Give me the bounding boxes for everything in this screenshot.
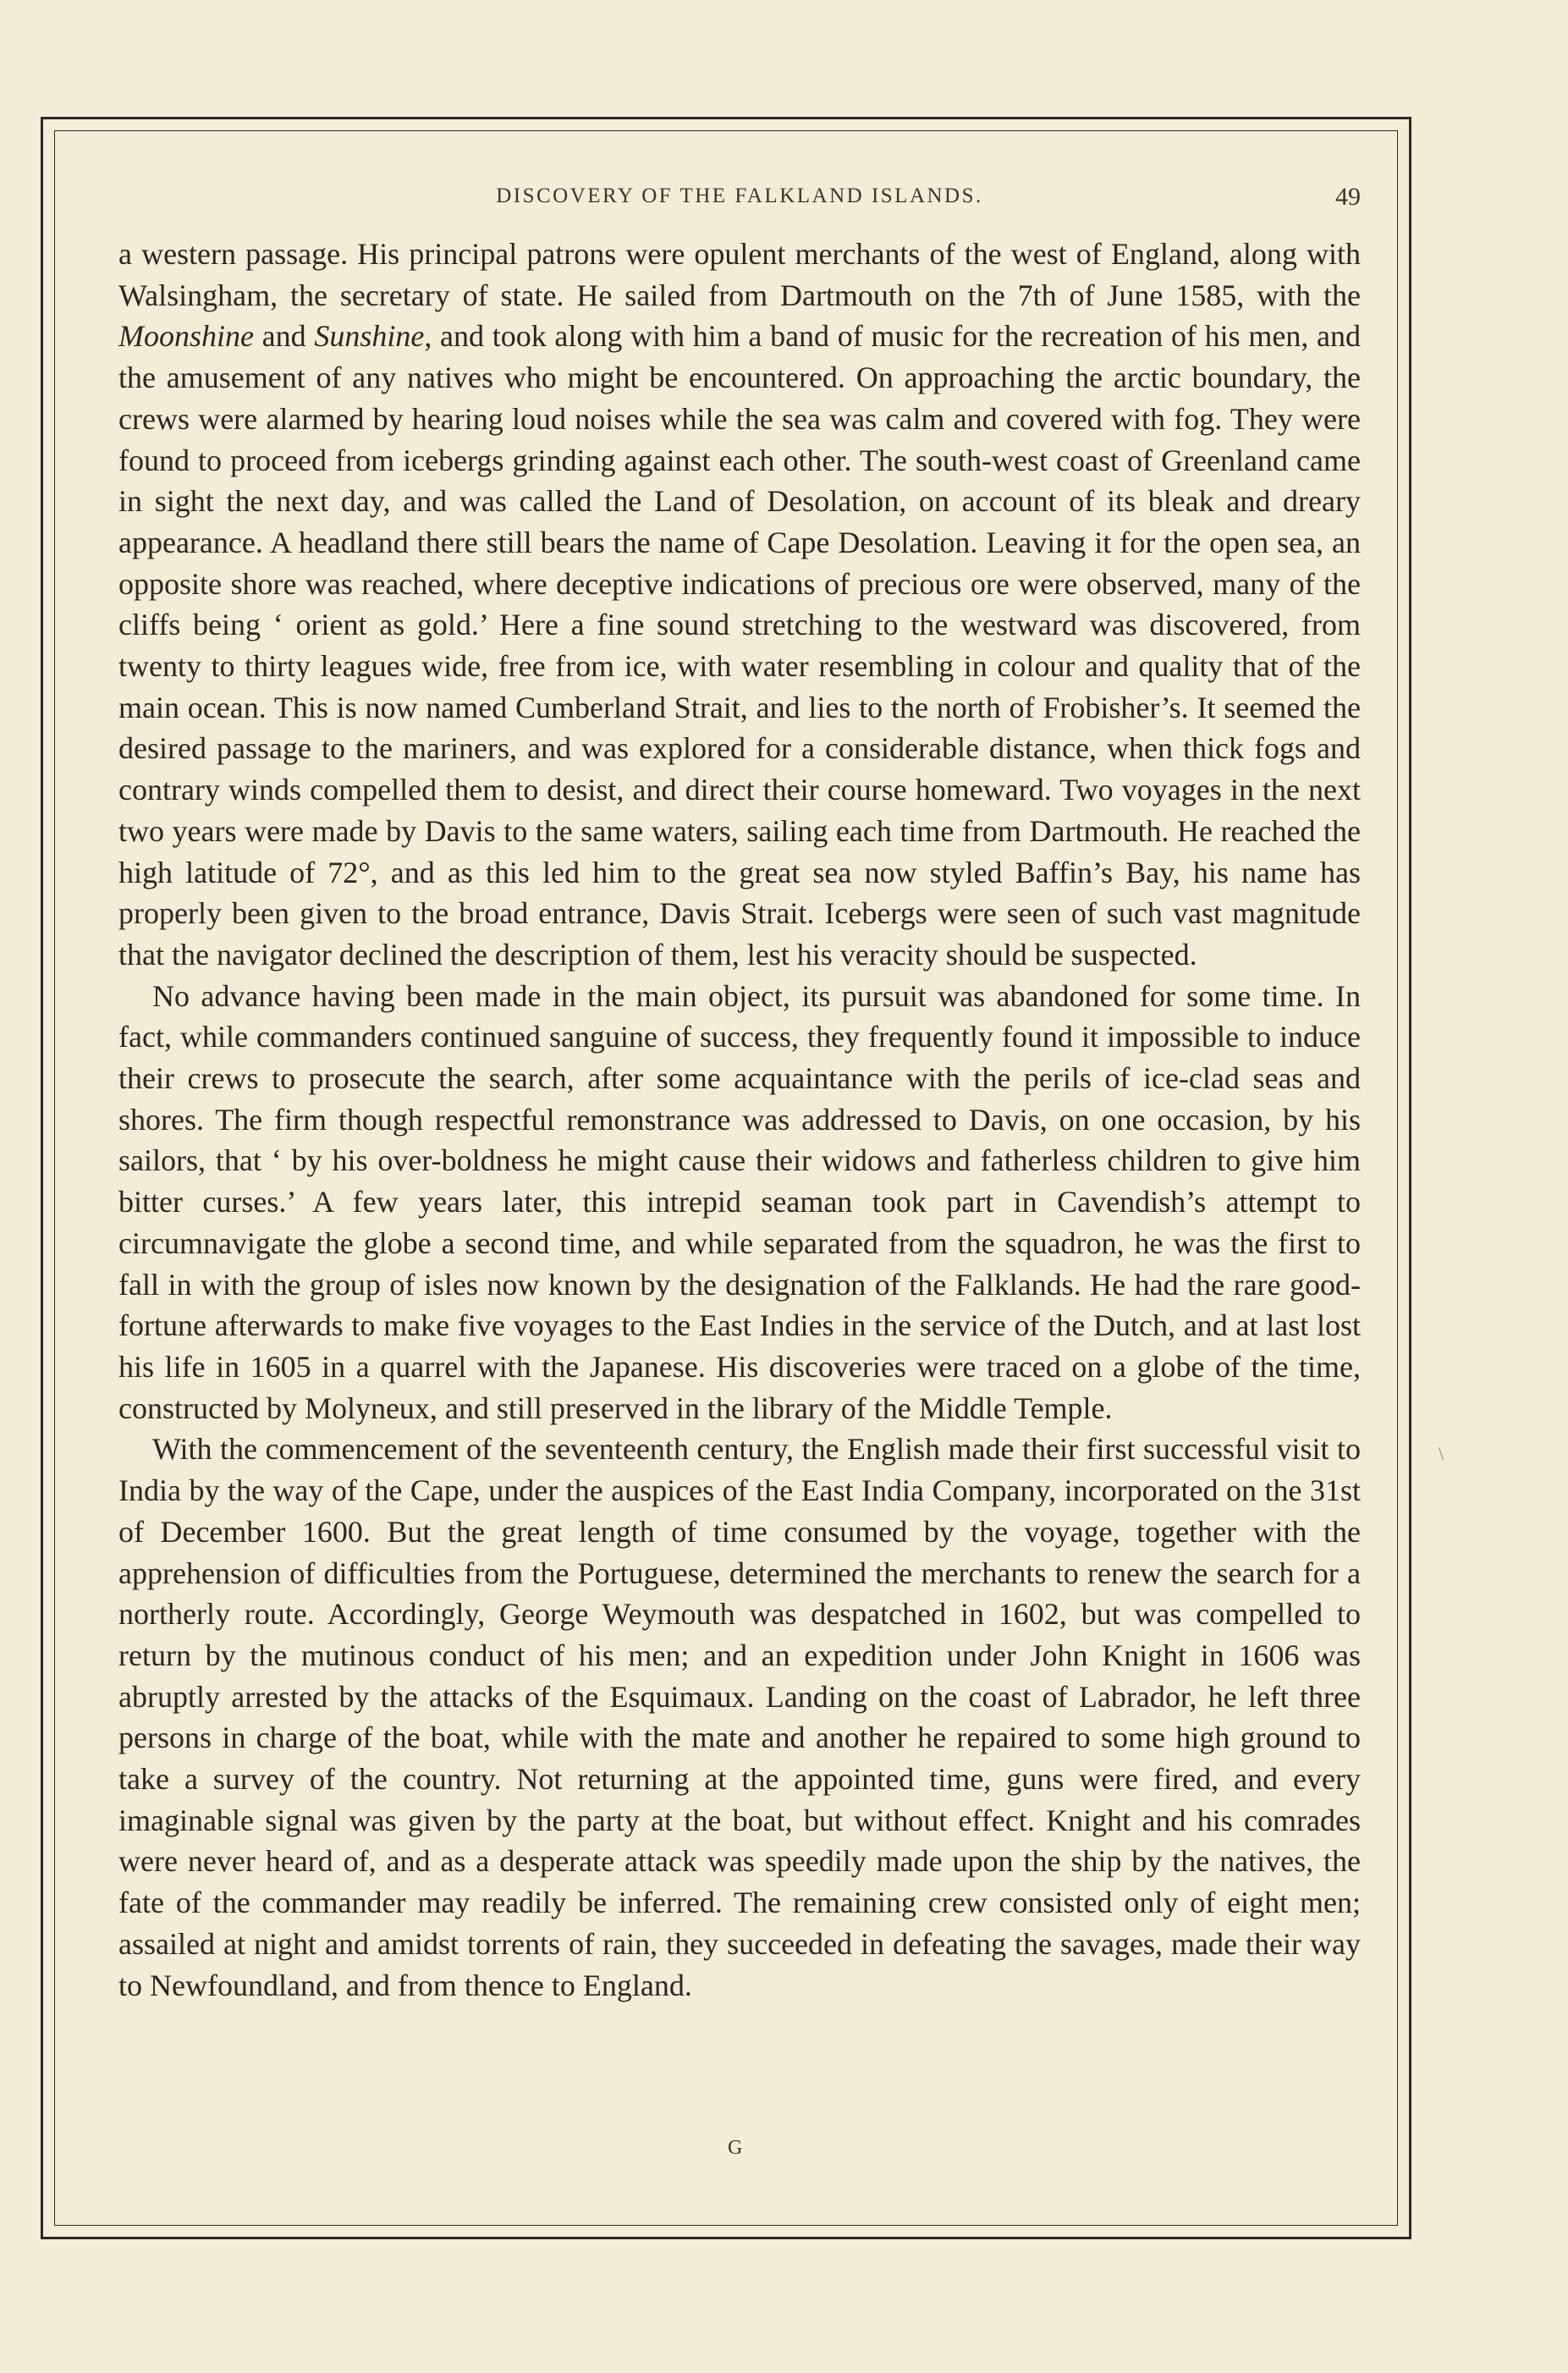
paragraph-1-text-a: a western passage. His principal patrons were opulent merchants of the west of England, along with Walsingham, the secretary of state. He sailed from Dartmouth on the 7th of June 1585, with the: [118, 237, 1361, 312]
page-number: 49: [1335, 183, 1361, 211]
paragraph-3: With the commencement of the seventeenth century, the English made their first successful visit to India by the way of the Cape, under the auspices of the East India Company, incorporated on the 31st of December 1600. But the great length of time consumed by the voyage, together with the apprehension of difficulties from the Portuguese, determined the merchants to renew the search for a northerly route. Accordingly, George Weymouth was despatched in 1602, but was compelled to return by the mutinous conduct of his men; and an expedition under John Knight in 1606 was abruptly arrested by the attacks of the Esquimaux. Landing on the coast of Labrador, he left three persons in charge of the boat, while with the mate and another he repaired to some high ground to take a survey of the country. Not returning at the appointed time, guns were fired, and every imaginable signal was given by the party at the boat, but without effect. Knight and his comrades were never heard of, and as a desperate attack was speedily made upon the ship by the natives, the fate of the commander may readily be inferred. The remaining crew consisted only of eight men; assailed at night and amidst torrents of rain, they succeeded in defeating the savages, made their way to Newfoundland, and from thence to England.: [118, 1432, 1361, 2002]
margin-stray-mark: \: [1439, 1443, 1444, 1464]
text-column: [118, 234, 1361, 2006]
paragraph-1: [118, 234, 1361, 976]
ship-name-moonshine: Moonshine: [118, 319, 254, 354]
paragraph-1-text-c: , and took along with him a band of music for the recreation of his men, and the amusement of any natives who might be encountered. On approaching the arctic boundary, the crews were alarmed by hearing loud noises while the sea was calm and covered with fog. They were found to proceed from icebergs grinding against each other. The south-west coast of Greenland came in sight the next day, and was called the Land of Desolation, on account of its bleak and dreary appearance. A headland there still bears the name of Cape Desolation. Leaving it for the open sea, an opposite shore was reached, where deceptive indications of precious ore were observed, many of the cliffs being ‘ orient as gold.’ Here a fine sound stretching to the westward was discovered, from twenty to thirty leagues wide, free from ice, with water resembling in colour and quality that of the main ocean. This is now named Cumberland Strait, and lies to the north of Frobisher’s. It seemed the desired passage to the mariners, and was explored for a considerable distance, when thick fogs and contrary winds compelled them to desist, and direct their course homeward. Two voyages in the next two years were made by Davis to the same waters, sailing each time from Dartmouth. He reached the high latitude of 72°, and as this led him to the great sea now styled Baffin’s Bay, his name has properly been given to the broad entrance, Davis Strait. Icebergs were seen of such vast magnitude that the navigator declined the description of them, lest his veracity should be suspected.: [118, 319, 1362, 972]
signature-mark: G: [728, 2137, 743, 2159]
paragraph-2: No advance having been made in the main object, its pursuit was abandoned for some time. In fact, while commanders continued sanguine of success, they frequently found it impossible to induce their crews to prosecute the search, after some acquaintance with the perils of ice-clad seas and shores. The firm though respectful remonstrance was addressed to Davis, on one occasion, by his sailors, that ‘ by his over-boldness he might cause their widows and fatherless children to give him bitter curses.’ A few years later, this intrepid seaman took part in Cavendish’s attempt to circumnavigate the globe a second time, and while separated from the squadron, he was the first to fall in with the group of isles now known by the designation of the Falklands. He had the rare good-fortune afterwards to make five voyages to the East Indies in the service of the Dutch, and at last lost his life in 1605 in a quarrel with the Japanese. His discoveries were traced on a globe of the time, constructed by Molyneux, and still preserved in the library of the Middle Temple.: [118, 978, 1361, 1425]
running-title: DISCOVERY OF THE FALKLAND ISLANDS.: [496, 184, 983, 207]
running-head: [118, 184, 1361, 218]
ship-name-sunshine: Sunshine: [314, 319, 425, 354]
paragraph-1-text-b: and: [253, 319, 315, 354]
